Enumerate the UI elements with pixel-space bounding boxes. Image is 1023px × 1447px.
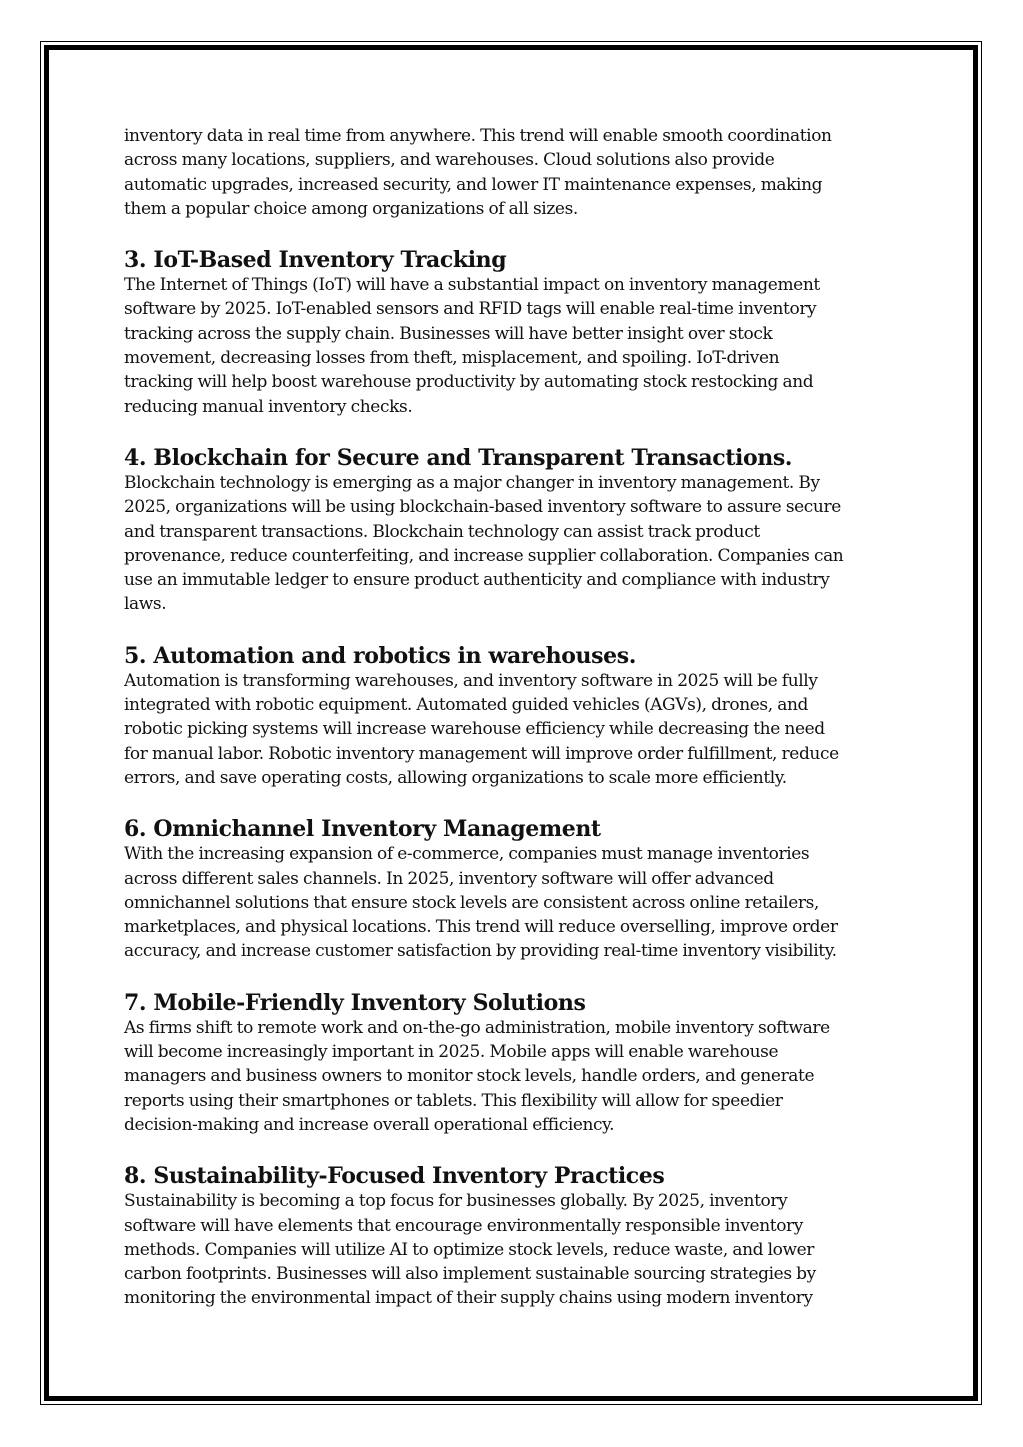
- section-paragraph: [124, 1016, 904, 1137]
- text-line: The Internet of Things (IoT) will have a substantial impact on inventory management: [124, 275, 820, 296]
- text-line: reducing manual inventory checks.: [124, 396, 413, 417]
- text-line: provenance, reduce counterfeiting, and increase supplier collaboration. Companies can: [124, 545, 844, 566]
- text-line: and transparent transactions. Blockchain technology can assist track product: [124, 521, 760, 542]
- text-line: With the increasing expansion of e-commerce, companies must manage inventories: [124, 844, 810, 865]
- section-heading: 3. IoT-Based Inventory Tracking: [124, 247, 507, 274]
- section-mobile-friendly: [124, 990, 904, 1137]
- section-heading: 4. Blockchain for Secure and Transparent Transactions.: [124, 444, 793, 471]
- text-line: laws.: [124, 594, 167, 615]
- section-heading: 6. Omnichannel Inventory Management: [124, 816, 601, 843]
- text-line: inventory data in real time from anywhere. This trend will enable smooth coordination: [124, 126, 832, 146]
- text-line: across different sales channels. In 2025, inventory software will offer advanced: [124, 868, 774, 889]
- section-blockchain: [124, 445, 904, 617]
- text-line: Automation is transforming warehouses, and inventory software in 2025 will be fully: [124, 670, 818, 691]
- section-paragraph: [124, 273, 904, 419]
- section-paragraph: [124, 471, 904, 617]
- section-heading: 7. Mobile-Friendly Inventory Solutions: [124, 989, 586, 1016]
- section-sustainability: [124, 1163, 904, 1310]
- text-line: for manual labor. Robotic inventory management will improve order fulfillment, reduce: [124, 743, 839, 764]
- text-line: As firms shift to remote work and on-the-go administration, mobile inventory software: [124, 1017, 830, 1038]
- text-line: reports using their smartphones or tablets. This flexibility will allow for speedier: [124, 1090, 783, 1111]
- section-paragraph: [124, 842, 904, 963]
- text-line: decision-making and increase overall operational efficiency.: [124, 1114, 615, 1135]
- document-body: [124, 124, 904, 1311]
- text-line: them a popular choice among organizations of all sizes.: [124, 198, 578, 219]
- text-line: Sustainability is becoming a top focus for businesses globally. By 2025, inventory: [124, 1191, 788, 1212]
- text-line: 2025, organizations will be using blockchain-based inventory software to assure secure: [124, 497, 841, 518]
- text-line: software will have elements that encourage environmentally responsible inventory: [124, 1215, 803, 1236]
- text-line: managers and business owners to monitor stock levels, handle orders, and generate: [124, 1066, 815, 1087]
- text-line: use an immutable ledger to ensure product authenticity and compliance with industry: [124, 570, 830, 591]
- text-line: integrated with robotic equipment. Automated guided vehicles (AGVs), drones, and: [124, 695, 809, 716]
- text-line: errors, and save operating costs, allowing organizations to scale more efficiently.: [124, 767, 787, 788]
- text-line: monitoring the environmental impact of their supply chains using modern inventory: [124, 1288, 813, 1309]
- text-line: Blockchain technology is emerging as a major changer in inventory management. By: [124, 472, 820, 493]
- text-line: movement, decreasing losses from theft, misplacement, and spoiling. IoT-driven: [124, 348, 780, 369]
- text-line: software by 2025. IoT-enabled sensors and RFID tags will enable real-time inventory: [124, 299, 817, 320]
- text-line: methods. Companies will utilize AI to optimize stock levels, reduce waste, and lower: [124, 1239, 815, 1260]
- text-line: marketplaces, and physical locations. This trend will reduce overselling, improve order: [124, 917, 838, 938]
- section-automation-robotics: [124, 643, 904, 790]
- section-heading: 5. Automation and robotics in warehouses.: [124, 642, 636, 669]
- text-line: robotic picking systems will increase warehouse efficiency while decreasing the need: [124, 719, 825, 740]
- text-line: omnichannel solutions that ensure stock levels are consistent across online retailers,: [124, 892, 819, 913]
- section-iot-tracking: [124, 247, 904, 419]
- section-heading: 8. Sustainability-Focused Inventory Practices: [124, 1163, 665, 1190]
- text-line: tracking will help boost warehouse productivity by automating stock restocking and: [124, 372, 814, 393]
- section-omnichannel: [124, 816, 904, 963]
- text-line: will become increasingly important in 2025. Mobile apps will enable warehouse: [124, 1042, 779, 1063]
- section-paragraph: [124, 669, 904, 790]
- intro-paragraph: [124, 124, 904, 221]
- text-line: across many locations, suppliers, and warehouses. Cloud solutions also provide: [124, 150, 775, 171]
- text-line: automatic upgrades, increased security, and lower IT maintenance expenses, making: [124, 174, 823, 195]
- text-line: carbon footprints. Businesses will also implement sustainable sourcing strategies by: [124, 1264, 816, 1285]
- text-line: accuracy, and increase customer satisfaction by providing real-time inventory visibility.: [124, 941, 837, 962]
- section-paragraph: [124, 1189, 904, 1310]
- text-line: tracking across the supply chain. Businesses will have better insight over stock: [124, 323, 773, 344]
